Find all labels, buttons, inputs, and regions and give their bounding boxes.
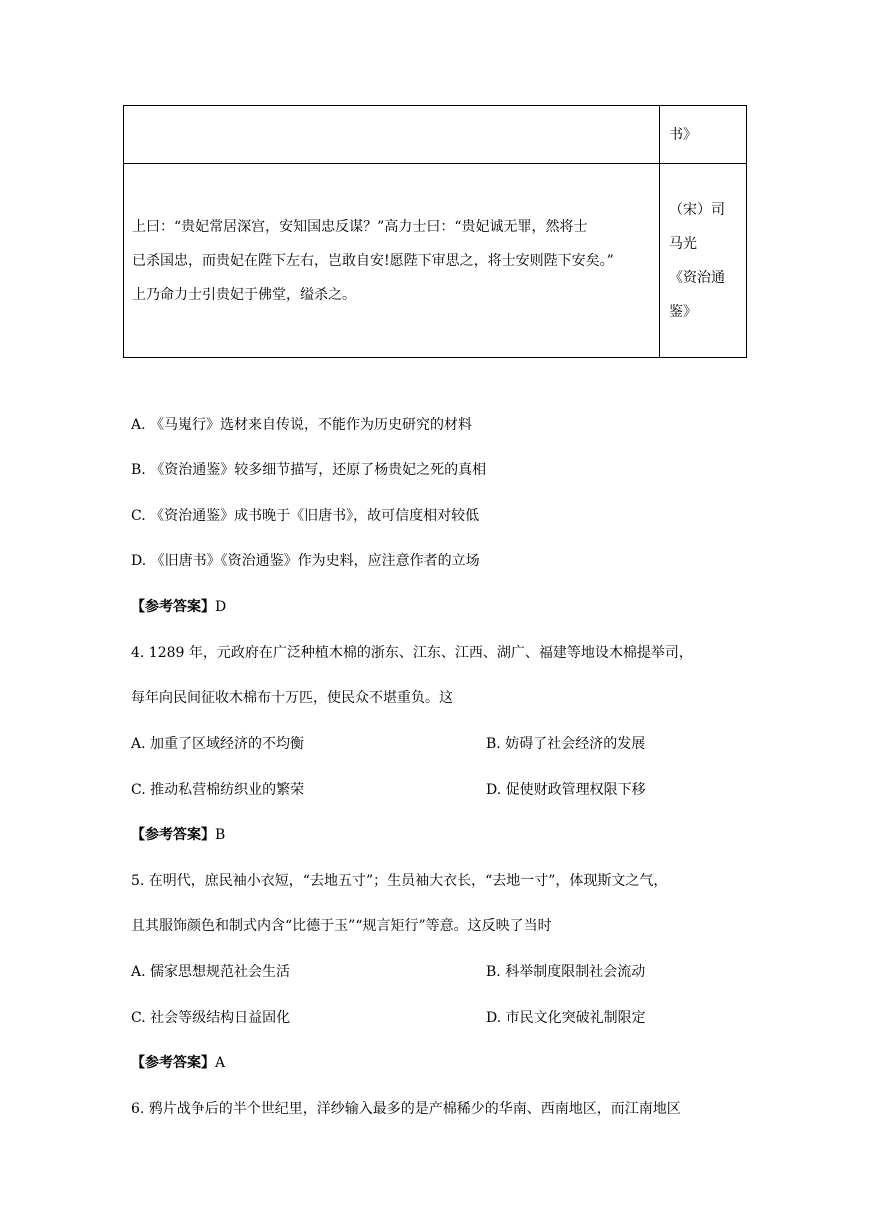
q3-option-b: B. 《资治通鉴》较多细节描写，还原了杨贵妃之死的真相 (131, 462, 487, 478)
source-line: 马光 (669, 235, 697, 252)
answer-value: B (215, 827, 226, 843)
table-cell-text (124, 106, 660, 164)
answer-value: D (215, 599, 227, 615)
q3-answer (131, 597, 226, 617)
table-cell-source: 书》 (660, 106, 747, 164)
source-table (123, 105, 747, 358)
q5-option-d: D. 市民文化突破礼制限定 (486, 1010, 646, 1026)
q5-option-a: A. 儒家思想规范社会生活 (131, 964, 291, 980)
q3-option-d: D. 《旧唐书》《资治通鉴》作为史料，应注意作者的立场 (131, 553, 480, 569)
q4-option-c: C. 推动私营棉纺织业的繁荣 (131, 782, 305, 798)
table-text-line: 上曰：“贵妃常居深宫，安知国忠反谋？”高力士曰：“贵妃诚无罪，然将士 (132, 218, 588, 235)
q5-stem-line-2: 且其服饰颜色和制式内含“比德于玉”“规言矩行”等意。这反映了当时 (131, 918, 552, 934)
answer-value: A (215, 1055, 226, 1071)
q3-option-c: C. 《资治通鉴》成书晚于《旧唐书》，故可信度相对较低 (131, 508, 480, 524)
q4-answer (131, 825, 225, 845)
answer-label: 【参考答案】 (131, 599, 215, 615)
source-line: （宋）司 (669, 201, 725, 218)
table-text-line: 已杀国忠，而贵妃在陛下左右，岂敢自安!愿陛下审思之，将士安则陛下安矣。” (132, 252, 614, 269)
source-line: 鉴》 (669, 303, 697, 320)
table-cell-source (660, 164, 747, 358)
q4-option-d: D. 促使财政管理权限下移 (486, 782, 646, 798)
table-text-line: 上乃命力士引贵妃于佛堂，缢杀之。 (132, 286, 356, 303)
q4-option-b: B. 妨碍了社会经济的发展 (486, 736, 646, 752)
answer-label: 【参考答案】 (131, 827, 215, 843)
q4-stem-line-2: 每年向民间征收木棉布十万匹，使民众不堪重负。这 (131, 690, 453, 706)
q5-option-c: C. 社会等级结构日益固化 (131, 1010, 291, 1026)
q5-option-b: B. 科举制度限制社会流动 (486, 964, 646, 980)
table-row (124, 106, 747, 164)
q5-answer (131, 1053, 225, 1073)
q4-stem-line-1: 4. 1289 年，元政府在广泛种植木棉的浙东、江东、江西、湖广、福建等地设木棉提举司， (131, 645, 693, 661)
q4-option-a: A. 加重了区域经济的不均衡 (131, 736, 305, 752)
q5-stem-line-1: 5. 在明代，庶民袖小衣短，“去地五寸”；生员袖大衣长，“去地一寸”，体现斯文之气， (131, 873, 668, 889)
table-cell-text (124, 164, 660, 358)
source-line: 《资治通 (669, 269, 725, 286)
q6-stem-line-1: 6. 鸦片战争后的半个世纪里，洋纱输入最多的是产棉稀少的华南、西南地区，而江南地区 (131, 1101, 681, 1117)
table-row (124, 164, 747, 358)
q3-option-a: A. 《马嵬行》选材来自传说，不能作为历史研究的材料 (131, 417, 473, 433)
answer-label: 【参考答案】 (131, 1055, 215, 1071)
